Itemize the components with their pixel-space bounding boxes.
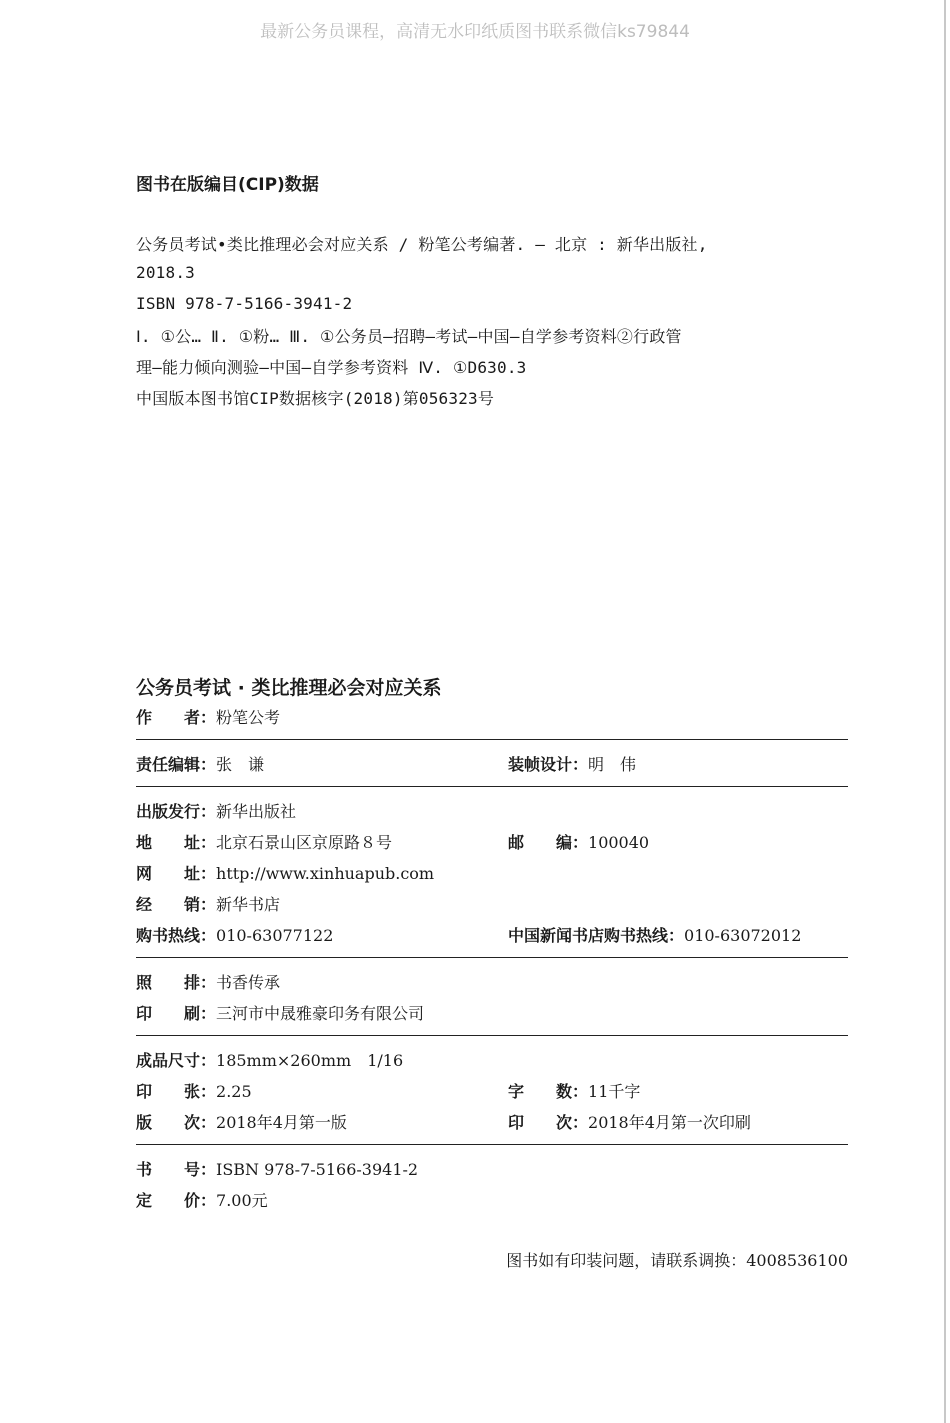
footer-phone: 4008536100 (746, 1251, 848, 1270)
hotline-label: 购书热线： (136, 926, 217, 945)
footer-label: 图书如有印装问题，请联系调换： (506, 1251, 747, 1270)
author-value: 粉笔公考 (216, 708, 281, 727)
designer-label: 装帧设计： (508, 755, 589, 774)
price-value: 7.00元 (216, 1191, 268, 1210)
editor-row (136, 752, 264, 775)
watermark: 最新公务员课程，高清无水印纸质图书联系微信ks79844 (260, 22, 690, 42)
printing-row (136, 1001, 424, 1024)
sheets-value: 2.25 (216, 1082, 252, 1101)
publisher-label: 出版发行： (136, 802, 217, 821)
size-row (136, 1048, 403, 1071)
page-edge (944, 0, 946, 1423)
author-row (136, 705, 280, 728)
editor-label: 责任编辑： (136, 755, 217, 774)
website-row (136, 861, 434, 884)
postcode-row (508, 830, 649, 853)
news-hotline-label: 中国新闻书店购书热线： (508, 926, 685, 945)
impression-label: 印 次： (508, 1113, 589, 1132)
cip-line-1: 公务员考试•类比推理必会对应关系 / 粉笔公考编著. — 北京 : 新华出版社, (136, 235, 708, 254)
size-value: 185mm×260mm 1/16 (216, 1051, 404, 1070)
isbn-value: ISBN 978-7-5166-3941-2 (216, 1160, 419, 1179)
address-label: 地 址： (136, 833, 217, 852)
designer-value: 明 伟 (588, 755, 637, 774)
hotline-value: 010-63077122 (216, 926, 334, 945)
sheets-label: 印 张： (136, 1082, 217, 1101)
words-label: 字 数： (508, 1082, 589, 1101)
size-label: 成品尺寸： (136, 1051, 217, 1070)
cip-line-5: 理—能力倾向测验—中国—自学参考资料 Ⅳ. ①D630.3 (136, 358, 527, 377)
hotline-row (136, 923, 333, 946)
impression-row (508, 1110, 751, 1133)
distributor-row (136, 892, 280, 915)
typesetting-label: 照 排： (136, 973, 217, 992)
sheets-row (136, 1079, 252, 1102)
price-row (136, 1188, 268, 1211)
publisher-row (136, 799, 296, 822)
typesetting-row (136, 970, 280, 993)
divider-3 (136, 957, 848, 958)
address-value: 北京石景山区京原路８号 (216, 833, 393, 852)
cip-line-6: 中国版本图书馆CIP数据核字(2018)第056323号 (136, 389, 495, 408)
distributor-label: 经 销： (136, 895, 217, 914)
isbn-label: 书 号： (136, 1160, 217, 1179)
publisher-value: 新华出版社 (216, 802, 297, 821)
impression-value: 2018年4月第一次印刷 (588, 1113, 751, 1132)
price-label: 定 价： (136, 1191, 217, 1210)
website-label: 网 址： (136, 864, 217, 883)
postcode-label: 邮 编： (508, 833, 589, 852)
edition-row (136, 1110, 347, 1133)
divider-4 (136, 1035, 848, 1036)
website-value: http://www.xinhuapub.com (216, 864, 435, 883)
address-row (136, 830, 392, 853)
divider-5 (136, 1144, 848, 1145)
news-hotline-row (508, 923, 801, 946)
edition-label: 版 次： (136, 1113, 217, 1132)
divider-1 (136, 739, 848, 740)
printing-label: 印 刷： (136, 1004, 217, 1023)
footer-note (506, 1248, 848, 1271)
cip-line-4: Ⅰ. ①公… Ⅱ. ①粉… Ⅲ. ①公务员—招聘—考试—中国—自学参考资料②行政管 (136, 327, 682, 346)
typesetting-value: 书香传承 (216, 973, 281, 992)
editor-value: 张 谦 (216, 755, 265, 774)
words-value: 11千字 (588, 1082, 641, 1101)
cip-title: 图书在版编目(CIP)数据 (136, 175, 319, 195)
printing-value: 三河市中晟雅豪印务有限公司 (216, 1004, 425, 1023)
postcode-value: 100040 (588, 833, 650, 852)
cip-line-3: ISBN 978-7-5166-3941-2 (136, 294, 353, 313)
designer-row (508, 752, 636, 775)
distributor-value: 新华书店 (216, 895, 281, 914)
isbn-row (136, 1157, 418, 1180)
cip-line-2: 2018.3 (136, 263, 195, 282)
author-label: 作 者： (136, 708, 217, 727)
divider-2 (136, 786, 848, 787)
edition-value: 2018年4月第一版 (216, 1113, 347, 1132)
news-hotline-value: 010-63072012 (684, 926, 802, 945)
words-row (508, 1079, 640, 1102)
book-title: 公务员考试 · 类比推理必会对应关系 (136, 677, 442, 699)
